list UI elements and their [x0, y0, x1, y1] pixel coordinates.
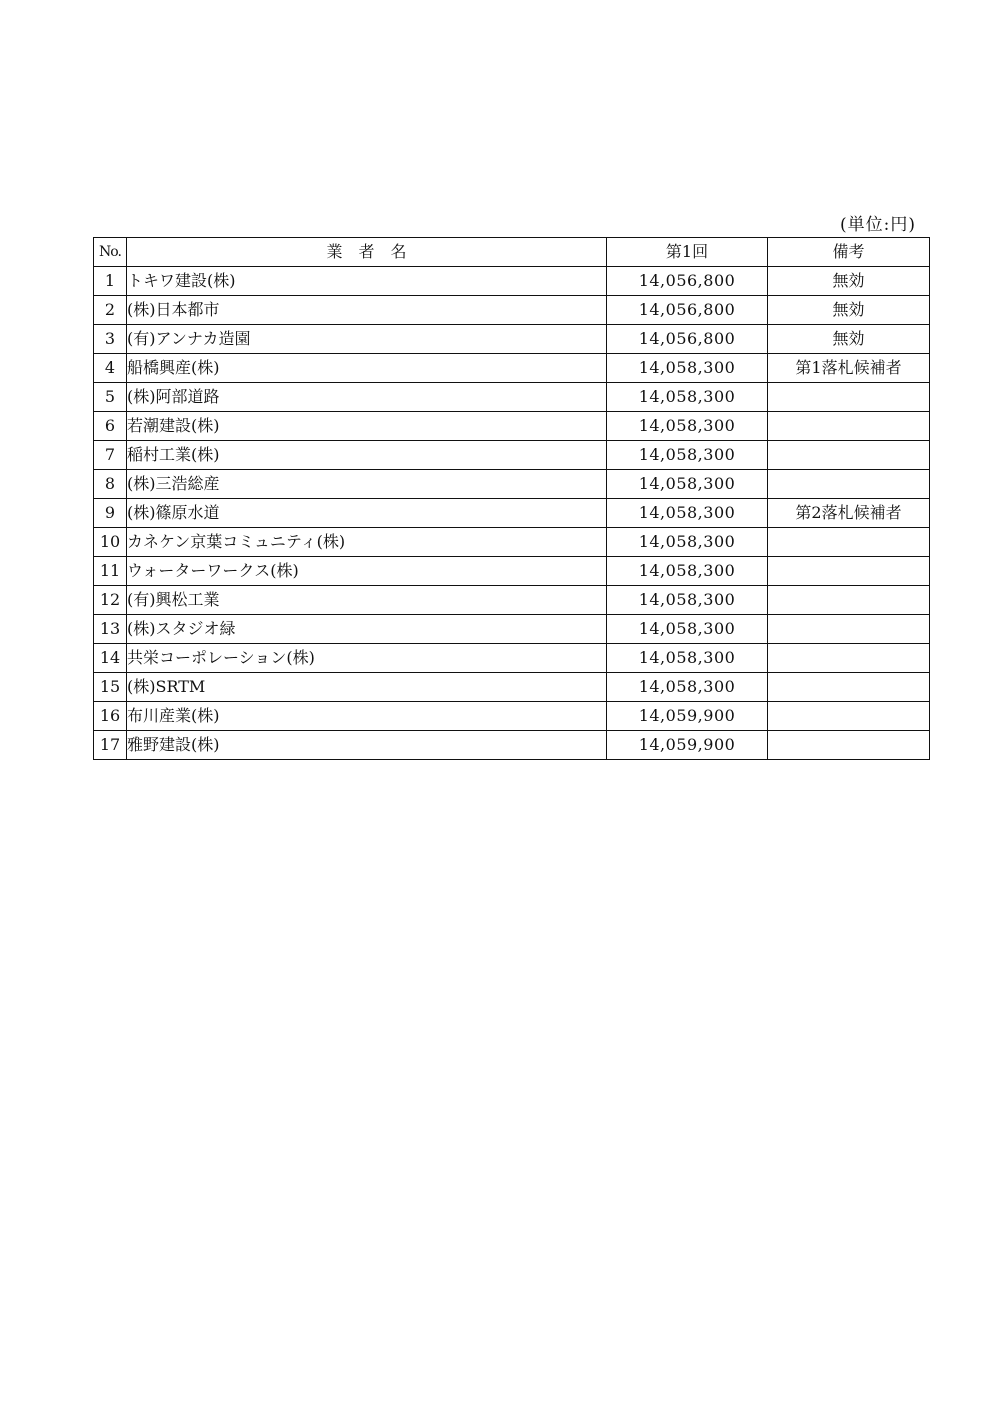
row-number: 13	[94, 615, 127, 644]
remark: 無効	[768, 267, 930, 296]
table-row	[94, 383, 930, 412]
bid-amount: 14,058,300	[607, 644, 768, 673]
bid-amount: 14,058,300	[607, 528, 768, 557]
company-name: 若潮建設(株)	[127, 412, 607, 441]
remark	[768, 557, 930, 586]
table-row	[94, 470, 930, 499]
remark	[768, 586, 930, 615]
remark	[768, 673, 930, 702]
remark	[768, 412, 930, 441]
remark	[768, 470, 930, 499]
table-row	[94, 499, 930, 528]
row-number: 14	[94, 644, 127, 673]
bid-amount: 14,056,800	[607, 296, 768, 325]
company-name: 布川産業(株)	[127, 702, 607, 731]
company-name: 共栄コーポレーション(株)	[127, 644, 607, 673]
table-row	[94, 441, 930, 470]
row-number: 1	[94, 267, 127, 296]
bid-amount: 14,058,300	[607, 557, 768, 586]
company-name: (株)阿部道路	[127, 383, 607, 412]
bid-amount: 14,058,300	[607, 499, 768, 528]
table-row	[94, 557, 930, 586]
company-name: カネケン京葉コミュニティ(株)	[127, 528, 607, 557]
table-row	[94, 615, 930, 644]
unit-note: (単位:円)	[840, 215, 916, 235]
remark	[768, 383, 930, 412]
table-header-row	[94, 238, 930, 267]
bid-amount: 14,058,300	[607, 673, 768, 702]
row-number: 2	[94, 296, 127, 325]
remark	[768, 644, 930, 673]
table-row	[94, 731, 930, 760]
table-body	[94, 267, 930, 760]
table-row	[94, 267, 930, 296]
company-name: 稲村工業(株)	[127, 441, 607, 470]
remark	[768, 731, 930, 760]
row-number: 5	[94, 383, 127, 412]
bid-amount: 14,058,300	[607, 615, 768, 644]
row-number: 16	[94, 702, 127, 731]
remark: 第1落札候補者	[768, 354, 930, 383]
bid-amount: 14,058,300	[607, 470, 768, 499]
company-name: (株)日本都市	[127, 296, 607, 325]
remark	[768, 441, 930, 470]
bid-amount: 14,058,300	[607, 383, 768, 412]
remark	[768, 702, 930, 731]
company-name: (株)三浩総産	[127, 470, 607, 499]
remark: 第2落札候補者	[768, 499, 930, 528]
table-row	[94, 528, 930, 557]
row-number: 3	[94, 325, 127, 354]
bid-amount: 14,058,300	[607, 412, 768, 441]
header-no: No.	[94, 238, 127, 267]
table-row	[94, 412, 930, 441]
company-name: (株)スタジオ緑	[127, 615, 607, 644]
table-row	[94, 644, 930, 673]
company-name: (株)篠原水道	[127, 499, 607, 528]
bid-amount: 14,058,300	[607, 586, 768, 615]
row-number: 4	[94, 354, 127, 383]
header-remarks: 備考	[768, 238, 930, 267]
company-name: 雅野建設(株)	[127, 731, 607, 760]
bid-amount: 14,056,800	[607, 267, 768, 296]
row-number: 6	[94, 412, 127, 441]
remark: 無効	[768, 325, 930, 354]
bid-results-table	[93, 237, 930, 760]
table-row	[94, 296, 930, 325]
bid-amount: 14,056,800	[607, 325, 768, 354]
header-company-name: 業 者 名	[127, 238, 607, 267]
company-name: (株)SRTM	[127, 673, 607, 702]
row-number: 11	[94, 557, 127, 586]
table-row	[94, 325, 930, 354]
company-name: 船橋興産(株)	[127, 354, 607, 383]
row-number: 17	[94, 731, 127, 760]
table-row	[94, 702, 930, 731]
bid-amount: 14,058,300	[607, 354, 768, 383]
row-number: 10	[94, 528, 127, 557]
remark: 無効	[768, 296, 930, 325]
row-number: 8	[94, 470, 127, 499]
table-row	[94, 354, 930, 383]
header-first-round-bid: 第1回	[607, 238, 768, 267]
bid-amount: 14,058,300	[607, 441, 768, 470]
row-number: 7	[94, 441, 127, 470]
remark	[768, 615, 930, 644]
bid-amount: 14,059,900	[607, 702, 768, 731]
bid-amount: 14,059,900	[607, 731, 768, 760]
remark	[768, 528, 930, 557]
table-row	[94, 673, 930, 702]
row-number: 9	[94, 499, 127, 528]
table-row	[94, 586, 930, 615]
company-name: ウォーターワークス(株)	[127, 557, 607, 586]
row-number: 12	[94, 586, 127, 615]
company-name: (有)興松工業	[127, 586, 607, 615]
company-name: (有)アンナカ造園	[127, 325, 607, 354]
company-name: トキワ建設(株)	[127, 267, 607, 296]
row-number: 15	[94, 673, 127, 702]
